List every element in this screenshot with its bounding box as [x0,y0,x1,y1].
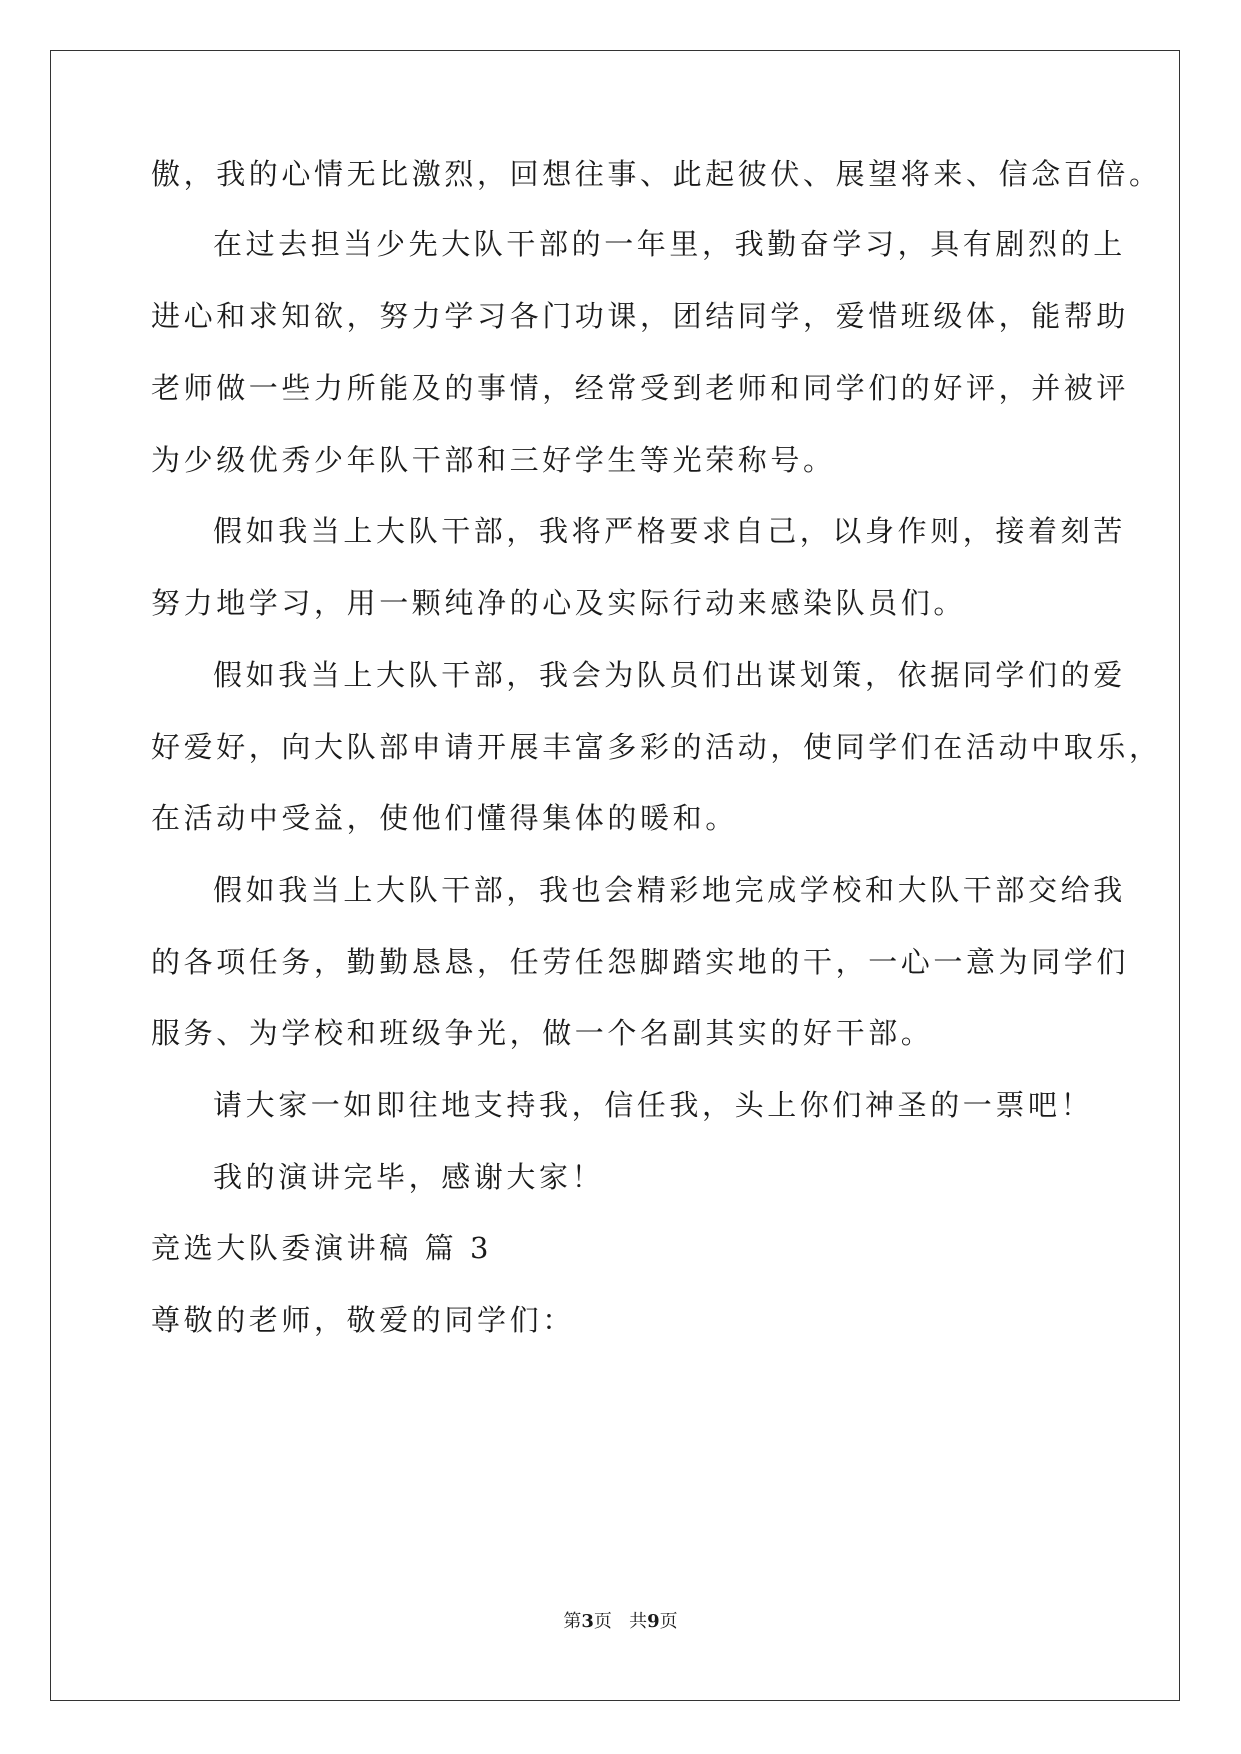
paragraph-start: 我的演讲完毕，感谢大家！ [213,1160,605,1194]
text-line: 老师做一些力所能及的事情，经常受到老师和同学们的好评，并被评 [151,371,1130,405]
page-current: 3 [581,1611,594,1632]
section-heading: 竞选大队委演讲稿 篇 3 [151,1231,493,1265]
paragraph-start: 假如我当上大队干部，我会为队员们出谋划策，依据同学们的爱 [213,658,1126,692]
text-line: 傲，我的心情无比激烈，回想往事、此起彼伏、展望将来、信念百倍。 [151,157,1162,191]
text-line: 服务、为学校和班级争光，做一个名副其实的好干部。 [151,1016,934,1050]
page-total: 9 [647,1611,660,1632]
paragraph-start: 请大家一如即往地支持我，信任我，头上你们神圣的一票吧！ [213,1088,1094,1122]
page-footer [0,1610,1241,1634]
text-line: 进心和求知欲，努力学习各门功课，团结同学，爱惜班级体，能帮助 [151,299,1130,333]
text-line: 努力地学习，用一颗纯净的心及实际行动来感染队员们。 [151,586,967,620]
text-line: 的各项任务，勤勤恳恳，任劳任怨脚踏实地的干，一心一意为同学们 [151,945,1130,979]
page-suffix: 页 [659,1611,678,1632]
page-mid: 页 共 [593,1611,648,1632]
page-prefix: 第 [563,1611,582,1632]
text-line: 好爱好，向大队部申请开展丰富多彩的活动，使同学们在活动中取乐， [151,730,1162,764]
paragraph-start: 假如我当上大队干部，我将严格要求自己，以身作则，接着刻苦 [213,514,1126,548]
salutation: 尊敬的老师，敬爱的同学们： [151,1303,575,1337]
paragraph-start: 假如我当上大队干部，我也会精彩地完成学校和大队干部交给我 [213,873,1126,907]
paragraph-start: 在过去担当少先大队干部的一年里，我勤奋学习，具有剧烈的上 [213,227,1126,261]
text-line: 为少级优秀少年队干部和三好学生等光荣称号。 [151,443,836,477]
text-line: 在活动中受益，使他们懂得集体的暖和。 [151,801,738,835]
